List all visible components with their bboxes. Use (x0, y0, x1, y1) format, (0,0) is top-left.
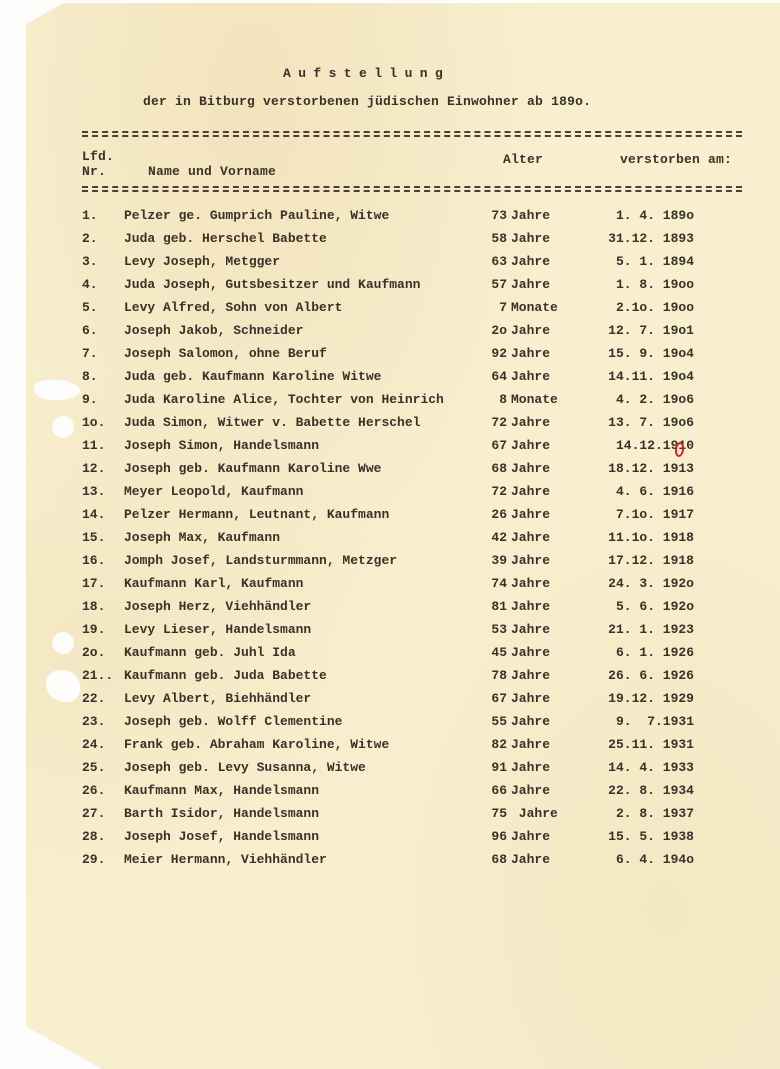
entry-age: 7 (499, 300, 507, 315)
entry-age: 42 (491, 530, 507, 545)
entry-name: Kaufmann Karl, Kaufmann (124, 576, 304, 591)
entry-age-unit: Jahre (511, 484, 551, 499)
entry-date: 15. 5. 1938 (608, 829, 694, 844)
entry-number: 12. (82, 461, 106, 476)
entry-name: Levy Joseph, Metgger (124, 254, 281, 269)
entry-age: 53 (491, 622, 507, 637)
entry-age-unit: Jahre (511, 415, 551, 430)
entry-name: Joseph geb. Wolff Clementine (124, 714, 343, 729)
entry-age-unit: Jahre (511, 323, 551, 338)
entry-age-unit: Jahre (511, 553, 551, 568)
entry-number: 27. (82, 806, 106, 821)
entry-name: Joseph Salomon, ohne Beruf (124, 346, 327, 361)
entry-date: 17.12. 1918 (608, 553, 694, 568)
entry-number: 9. (82, 392, 98, 407)
entry-age-unit: Jahre (511, 622, 551, 637)
entry-name: Joseph geb. Levy Susanna, Witwe (124, 760, 366, 775)
entry-age-unit: Jahre (511, 852, 551, 867)
entry-age-unit: Jahre (511, 231, 551, 246)
table-row (0, 645, 780, 668)
entry-age-unit: Jahre (511, 599, 551, 614)
entry-age: 92 (491, 346, 507, 361)
entry-date: 2. 8. 1937 (615, 806, 694, 821)
table-row (0, 369, 780, 392)
entry-number: 18. (82, 599, 106, 614)
entry-name: Joseph geb. Kaufmann Karoline Wwe (124, 461, 382, 476)
entry-date: 1. 4. 189o (615, 208, 694, 223)
entry-name: Levy Lieser, Handelsmann (124, 622, 312, 637)
entry-name: Meier Hermann, Viehhändler (124, 852, 327, 867)
header-lfd: Lfd. (82, 149, 115, 164)
entry-name: Juda Karoline Alice, Tochter von Heinrich (124, 392, 444, 407)
entry-age-unit: Jahre (511, 668, 551, 683)
entry-date: 21. 1. 1923 (608, 622, 694, 637)
entry-name: Barth Isidor, Handelsmann (124, 806, 320, 821)
entry-number: 7. (82, 346, 98, 361)
table-row (0, 254, 780, 277)
entry-age: 67 (491, 438, 507, 453)
entry-date: 4. 2. 19o6 (615, 392, 694, 407)
entry-number: 13. (82, 484, 106, 499)
entry-date: 1. 8. 19oo (615, 277, 694, 292)
table-row (0, 668, 780, 691)
entry-name: Meyer Leopold, Kaufmann (124, 484, 304, 499)
entry-number: 2o. (82, 645, 106, 660)
document-title: Aufstellung (283, 66, 451, 81)
entry-date: 5. 1. 1894 (615, 254, 694, 269)
entry-date: 6. 1. 1926 (615, 645, 694, 660)
table-row (0, 461, 780, 484)
entry-age-unit: Jahre (511, 760, 551, 775)
entry-age-unit: Jahre (511, 461, 551, 476)
entry-age-unit: Jahre (511, 254, 551, 269)
entry-name: Joseph Herz, Viehhändler (124, 599, 312, 614)
entry-date: 19.12. 1929 (608, 691, 694, 706)
entry-age: 64 (491, 369, 507, 384)
entry-date: 2.1o. 19oo (615, 300, 694, 315)
entry-number: 14. (82, 507, 106, 522)
entry-age-unit: Jahre (511, 369, 551, 384)
entry-number: 11. (82, 438, 106, 453)
entry-age-unit: Jahre (511, 530, 551, 545)
entry-name: Kaufmann Max, Handelsmann (124, 783, 320, 798)
entry-age: 96 (491, 829, 507, 844)
table-row (0, 760, 780, 783)
entry-date: 12. 7. 19o1 (608, 323, 694, 338)
entry-age: 39 (491, 553, 507, 568)
entry-number: 1o. (82, 415, 106, 430)
table-row (0, 300, 780, 323)
entries-table (0, 208, 780, 875)
table-row (0, 530, 780, 553)
entry-age: 45 (491, 645, 507, 660)
entry-age-unit: Jahre (511, 438, 551, 453)
entry-name: Juda geb. Herschel Babette (124, 231, 327, 246)
table-row (0, 599, 780, 622)
entry-age-unit: Jahre (511, 346, 551, 361)
entry-age: 74 (491, 576, 507, 591)
entry-name: Joseph Simon, Handelsmann (124, 438, 320, 453)
entry-date: 15. 9. 19o4 (608, 346, 694, 361)
document-subtitle: der in Bitburg verstorbenen jüdischen Einwohner ab 189o. (143, 94, 592, 109)
entry-age-unit: Jahre (511, 714, 551, 729)
entry-date: 18.12. 1913 (608, 461, 694, 476)
entry-number: 24. (82, 737, 106, 752)
entry-number: 1. (82, 208, 98, 223)
entry-age: 26 (491, 507, 507, 522)
table-row (0, 208, 780, 231)
entry-age-unit: Jahre (511, 829, 551, 844)
entry-age: 75 (491, 806, 507, 821)
entry-number: 29. (82, 852, 106, 867)
entry-number: 15. (82, 530, 106, 545)
entry-name: Joseph Jakob, Schneider (124, 323, 304, 338)
entry-date: 24. 3. 192o (608, 576, 694, 591)
entry-name: Juda geb. Kaufmann Karoline Witwe (124, 369, 382, 384)
entry-name: Kaufmann geb. Juhl Ida (124, 645, 296, 660)
header-name: Name und Vorname (148, 164, 277, 179)
entry-name: Pelzer Hermann, Leutnant, Kaufmann (124, 507, 390, 522)
header-nr: Nr. (82, 164, 107, 179)
table-row (0, 576, 780, 599)
table-row (0, 507, 780, 530)
entry-date: 14.11. 19o4 (608, 369, 694, 384)
table-row (0, 346, 780, 369)
entry-age: 91 (491, 760, 507, 775)
entry-number: 28. (82, 829, 106, 844)
entry-age: 8 (499, 392, 507, 407)
entry-date: 9. 7.1931 (615, 714, 694, 729)
entry-name: Kaufmann geb. Juda Babette (124, 668, 327, 683)
entry-number: 8. (82, 369, 98, 384)
entry-date: 26. 6. 1926 (608, 668, 694, 683)
entry-number: 19. (82, 622, 106, 637)
entry-number: 25. (82, 760, 106, 775)
entry-name: Pelzer ge. Gumprich Pauline, Witwe (124, 208, 390, 223)
entry-date: 14. 4. 1933 (608, 760, 694, 775)
entry-age: 73 (491, 208, 507, 223)
entry-number: 3. (82, 254, 98, 269)
entry-date: 4. 6. 1916 (615, 484, 694, 499)
table-row (0, 691, 780, 714)
table-row (0, 415, 780, 438)
entry-age-unit: Jahre (511, 208, 551, 223)
entry-date: 13. 7. 19o6 (608, 415, 694, 430)
entry-age-unit: Jahre (511, 507, 551, 522)
entry-number: 5. (82, 300, 98, 315)
entry-age-unit: Jahre (511, 783, 551, 798)
entry-age-unit: Jahre (511, 806, 558, 821)
table-row (0, 622, 780, 645)
entry-date: 22. 8. 1934 (608, 783, 694, 798)
entry-date: 11.1o. 1918 (608, 530, 694, 545)
entry-age: 58 (491, 231, 507, 246)
entry-name: Frank geb. Abraham Karoline, Witwe (124, 737, 390, 752)
entry-age: 2o (491, 323, 507, 338)
entry-number: 16. (82, 553, 106, 568)
entry-number: 2. (82, 231, 98, 246)
entry-number: 6. (82, 323, 98, 338)
entry-age-unit: Jahre (511, 645, 551, 660)
entry-age-unit: Jahre (511, 691, 551, 706)
double-rule-bottom (82, 186, 742, 192)
table-row (0, 392, 780, 415)
table-row (0, 277, 780, 300)
entry-number: 21.. (82, 668, 114, 683)
table-row (0, 714, 780, 737)
entry-age-unit: Monate (511, 392, 558, 407)
entry-age: 82 (491, 737, 507, 752)
table-row (0, 484, 780, 507)
entry-age: 68 (491, 461, 507, 476)
entry-number: 4. (82, 277, 98, 292)
entry-name: Juda Simon, Witwer v. Babette Herschel (124, 415, 421, 430)
table-row (0, 438, 780, 461)
entry-number: 22. (82, 691, 106, 706)
entry-name: Jomph Josef, Landsturmmann, Metzger (124, 553, 398, 568)
table-row (0, 829, 780, 852)
table-row (0, 553, 780, 576)
entry-number: 23. (82, 714, 106, 729)
entry-date: 25.11. 1931 (608, 737, 694, 752)
table-row (0, 806, 780, 829)
entry-age: 66 (491, 783, 507, 798)
double-rule-top (82, 131, 742, 137)
entry-age: 57 (491, 277, 507, 292)
entry-date: 31.12. 1893 (608, 231, 694, 246)
header-verstorben: verstorben am: (620, 152, 733, 167)
entry-age: 67 (491, 691, 507, 706)
entry-age-unit: Jahre (511, 737, 551, 752)
table-row (0, 852, 780, 875)
entry-date: 5. 6. 192o (615, 599, 694, 614)
entry-age-unit: Jahre (511, 277, 551, 292)
entry-age: 78 (491, 668, 507, 683)
table-row (0, 323, 780, 346)
entry-age-unit: Monate (511, 300, 558, 315)
entry-name: Joseph Josef, Handelsmann (124, 829, 320, 844)
entry-age: 68 (491, 852, 507, 867)
entry-name: Levy Albert, Biehhändler (124, 691, 312, 706)
table-row (0, 231, 780, 254)
entry-name: Juda Joseph, Gutsbesitzer und Kaufmann (124, 277, 421, 292)
entry-age: 55 (491, 714, 507, 729)
entry-age: 63 (491, 254, 507, 269)
table-row (0, 783, 780, 806)
entry-name: Joseph Max, Kaufmann (124, 530, 281, 545)
entry-date: 6. 4. 194o (615, 852, 694, 867)
entry-date: 14.12.1910 (615, 438, 694, 453)
entry-age-unit: Jahre (511, 576, 551, 591)
entry-number: 17. (82, 576, 106, 591)
entry-date: 7.1o. 1917 (615, 507, 694, 522)
table-row (0, 737, 780, 760)
entry-name: Levy Alfred, Sohn von Albert (124, 300, 343, 315)
entry-age: 72 (491, 415, 507, 430)
entry-number: 26. (82, 783, 106, 798)
entry-age: 81 (491, 599, 507, 614)
entry-age: 72 (491, 484, 507, 499)
header-alter: Alter (503, 152, 544, 167)
